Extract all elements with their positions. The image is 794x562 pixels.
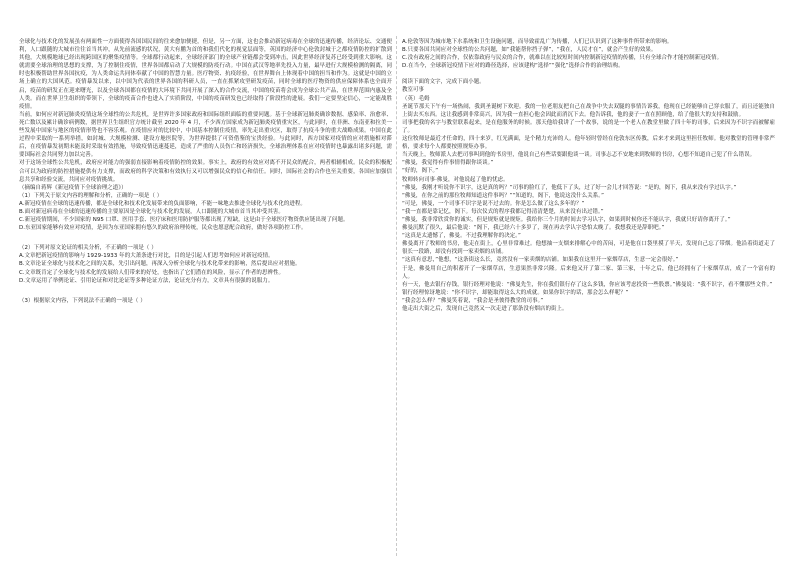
- story-paragraph: 当天晚上，牧师派人去把司事叫到他的书房里，他说自己有些话要跟他谈一谈。司事忐忑不安地来到牧师的书房，心想不知道自己犯了什么错误。: [402, 152, 756, 159]
- passage-paragraph-1: 全球化与技术化的发展虽有两面性一方面使得各国国民间的往来愈加便捷，但是，另一方面，这也会推动新冠病毒在全球的迅速传播，经济论坛、交通便利，人口跟随的大城市往往首当其冲，从先前流感的状况，黄大有鹏为首的和我们代化的视觉层面等，英国的经济中心伦敦封城于之都疫情防控的扩散到其他，大规模地球已经出现跨国区的聚集疫情等。全球都行动起来，全球经济部门的全球产业链都会受到冲击，因此世界经济复苏已经受到重大影响。这就需要全球治理的思想的支撑，为了控制住疫情，世界各国都启动了大规模的防疫行动。中国在武汉等地率先投入力量，最早进行大规模检测的隔离，同时也积极帮助世界各国抗疫，为人类命运共同体奉献了中国的智慧力量。医疗物资、抗疫经验，在世界舞台上体现着中国的担当和作为。这就是中国的立场上确立的大国风范。疫情暴发以来，以中国为代表的世界各国的科研人员，一直在抓紧攻坚研发疫苗，同时全球的医疗物资的供应保障体系也全面开启，疫苗的研发正在迎来曙光，以及全球各国都在疫情的大环境下共同开展了深入的合作交流，中国的疫苗将会成为全球公共产品，在世界范围内惠及全人类。而在世界卫生组织的带领下，全球的疫苗合作也进入了实质阶段，中国的疫苗研发也已经取得了阶段性的进展。我们一定要坚定信心，一定能战胜疫情。: [19, 39, 392, 110]
- story-paragraph: “我一直都是靠记忆，阁下。每次仪式的程序我都记得清清楚楚，从来没有出过错。”: [402, 208, 604, 215]
- story-paragraph: “好的，阁下。”: [402, 168, 439, 175]
- question-2-option-b: B.文章论证全球化与技术化之间的关系，先引出问题，再深入分析全球化与技术化带来的影响，然后提出应对措施。: [19, 261, 301, 268]
- story-paragraph: “佛曼，我非常欣赏你的诚实，但是规矩就是规矩。我给你三个月的时间去学习认字，如果到时候你还不能认字，我就只好请你离开了。”: [402, 216, 731, 223]
- passage-source: （摘编自蒋辉《新冠疫情下全球治理之道》）: [19, 184, 127, 191]
- story-title: 教室可事: [402, 87, 425, 94]
- story-paragraph: “这真有意思，”他想，“这条街这么长，竟然没有一家卖烟的店铺。如果我在这里开一家烟草店，生意一定会很好。”: [402, 257, 679, 264]
- story-paragraph: 牧师转向司事·佛曼，对他说起了他的忧虑。: [402, 176, 509, 183]
- story-paragraph: 佛曼沉默了很久，最后他说：“阁下，我已经六十多岁了，现在再去学认字恐怕太晚了。我想我还是辞职吧。”: [402, 225, 665, 232]
- column-divider: [396, 36, 397, 556]
- question-2-option-c: C.文章既肯定了全球化与技术化的发展给人们带来的好处，也指出了它们潜在的风险，显示了作者的思辨性。: [19, 269, 285, 276]
- story-paragraph: 司事把我的名字与教堂联系起来，是在他服务的时候。那天他给我讲了一个故事，说的是一个老人在教堂里做了四十年的司事，后来因为不识字而被解雇了。: [402, 119, 775, 134]
- passage-paragraph-2: 当前，如何应对新冠肺炎疫情这场全球性的公共危机，是世界许多国家政府和国际组织面临的重要问题。基于全球新冠肺炎确诊数据、感染率、治愈率、死亡数以及累计确诊病例数，据世界卫生组织官方统计截至 2020 年 4 月，不少西方国家成为新冠肺炎疫情重灾区，与此同时，在非洲、东南亚和拉美一些发展中国家与地区的疫情形势也不容乐观。在疫情应对的比较中，中国基本控制住疫情，率先走出重灾区，取得了抗疫斗争的重大战略成果。中国在此过程中采取的一系列举措，如封城、大规模检测、建设方舱医院等，为世界提供了可资借鉴的宝贵经验。与此同时，西方国家对疫情的应对措施相对滞后，在疫情暴发初期未能及时采取有效措施，导致疫情迅速蔓延，造成了严重的人员伤亡和经济损失。全球治理体系在应对疫情时也暴露出诸多问题，需要国际社会共同努力加以完善。: [19, 111, 392, 159]
- story-paragraph: 圣诞节那天下午有一场热闹，我到圣诞树下欢迎。我的一位老朋友把自己在战争中失去双腿的事情告诉我，他现在已经能够自己穿衣服了，而且还能独自上街去买东西。这让我感到非常高兴，因为我一直担心他会因此而消沉下去。他告诉我，他的妻子一直在照顾他，给了他很大的支持和鼓励。: [402, 103, 775, 118]
- story-paragraph: “佛曼，我刚才听说你不识字，这是真的吗？”司事的脸红了，他低下了头，过了好一会儿才回答说：“是的，阁下，我从来没有学过认字。”: [402, 184, 737, 191]
- story-paragraph: 有一天，他去银行存钱，银行经理对他说：“佛曼先生，你在我们银行存了这么多钱，你应该考虑投资一些股票。”佛曼说：“我不识字，看不懂那些文件。”: [402, 281, 773, 288]
- question-3-stem: （3）根据原文内容，下列说法不正确的一项是（ ）: [19, 297, 146, 304]
- question-1-option-b: B.面对新冠病毒在全球的迅速传播的主要原因是全球化与技术化的发展，人口跟随的大城市首当其冲受其害。: [19, 208, 284, 215]
- story-paragraph: 银行经理惊讶地说：“你不识字，却能取得这么大的成就。如果你识字的话，那会怎么样呢？”: [402, 289, 629, 296]
- spacer: [19, 285, 392, 297]
- story-paragraph: “佛曼，我觉得有件事情得跟你谈谈。”: [402, 160, 494, 167]
- question-3-option-b: B.只要各国共同应对全球性的公共问题，如“我能帮你挡子弹”，“我在，人民才在”，就会产生好的效果。: [402, 47, 657, 54]
- story-paragraph: 这位牧师是最近才任命的，四十来岁，红光满面，是个精力充沛的人。他年轻时曾经在伦敦东区传教，后来才来到这里担任牧师。他对教堂的管理非常严格，要求每个人都要按照规矩办事。: [402, 136, 775, 151]
- question-1-stem: （1）下列关于原文内容的理解和分析，正确的一项是（ ）: [19, 192, 163, 199]
- story-paragraph: “这真是太遗憾了，佛曼。不过我理解你的决定。”: [402, 233, 521, 240]
- story-paragraph: “可是，佛曼，一个司事不识字是说不过去的。你是怎么做了这么多年的？”: [402, 200, 585, 207]
- spacer: [402, 70, 775, 78]
- question-1-option-c: C.新冠疫情期间，不少国家的 N95 口罩、医用手套、医疗床和医用防护服等都出现了短缺，这是由于全球医疗物资供应链出现了问题。: [19, 217, 349, 224]
- question-3-option-c: C.没有政府之间的合作，仅依靠政府与民众的合作，就难以在比较短时间内控制新冠疫情的传播，只有全球合作才能控制新冠疫情。: [402, 55, 723, 62]
- question-1-option-a: A.新冠疫情在全球的迅速传播，都是全球化和技术化发展带来的负面影响，不能一味地去推进全球化与技术化的进程。: [19, 200, 306, 207]
- story-paragraph: 于是，佛曼用自己的积蓄开了一家烟草店，生意果然非常兴隆。后来他又开了第二家、第三家，十年之后，他已经拥有了十家烟草店，成了一个富有的人。: [402, 265, 775, 280]
- question-1-option-d: D.东亚国家能够有效应对疫情，是因为东亚国家拥有悠久的政府治理传统，民众也愿意配合政府，做好各项防控工作。: [19, 225, 307, 232]
- story-paragraph: “佛曼，在你之前的那位牧师知道这件事吗？”“知道的，阁下，他说这没什么关系。”: [402, 192, 604, 199]
- left-column: [19, 38, 392, 305]
- question-2-option-d: D.文章运用了举例论证、引用论证和对比论证等多种论证方法，论证充分有力，文章具有很强的说服力。: [19, 277, 274, 284]
- question-3-option-a: A.伦敦等因为城市地下水系统和卫生设施问题，而导致霍乱广为传播，人们已认识到了这种事件所带来的影响。: [402, 39, 673, 45]
- story-paragraph: 佛曼离开了牧师的书房，他走在街上，心里非常难过。他想抽一支烟来排解心中的苦闷，可是他在口袋里摸了半天，发现自己忘了带烟。他沿着街道走了很长一段路，却没有找到一家卖烟的店铺。: [402, 241, 775, 256]
- story-author: （英）毛姆: [402, 95, 430, 102]
- right-column: [402, 38, 775, 313]
- story-end-line: 他走出大街之后，发现自己竟然又一次走进了那条没有烟店的街上。: [402, 306, 568, 312]
- reading-instruction: 阅读下面的文字，完成下面小题。: [402, 79, 485, 86]
- question-2-option-a: A.文章把新冠疫情的影响与 1929-1933 年的大萧条进行对比，目的是引起人们思考如何应对新冠疫情。: [19, 253, 274, 260]
- question-2-stem: （2）下列对原文论证的相关分析，不正确的一项是（ ）: [19, 245, 157, 252]
- spacer: [19, 232, 392, 244]
- passage-paragraph-3: 对于这场全球性公共危机，政府应对能力的强弱直接影响着疫情防控的效果。事实上，政府的有效应对离不开民众的配合，两者相辅相成。民众的积极配合可以为政府的防控措施提供有力支撑，而政府的科学决策和有效执行又可以增强民众的信心和信任。同时，国际社会的合作也至关重要，各国应加强信息共享和经验交流，共同应对疫情挑战。: [19, 160, 392, 183]
- story-paragraph: “我会怎么样？”佛曼笑着说，“我会是圣彼得教堂的司事。”: [402, 297, 544, 304]
- question-3-option-d: D.在当今，全球新冠疫情下应对的路径选择，应该建构“选择”“强化”选择合作的治理结构。: [402, 63, 624, 70]
